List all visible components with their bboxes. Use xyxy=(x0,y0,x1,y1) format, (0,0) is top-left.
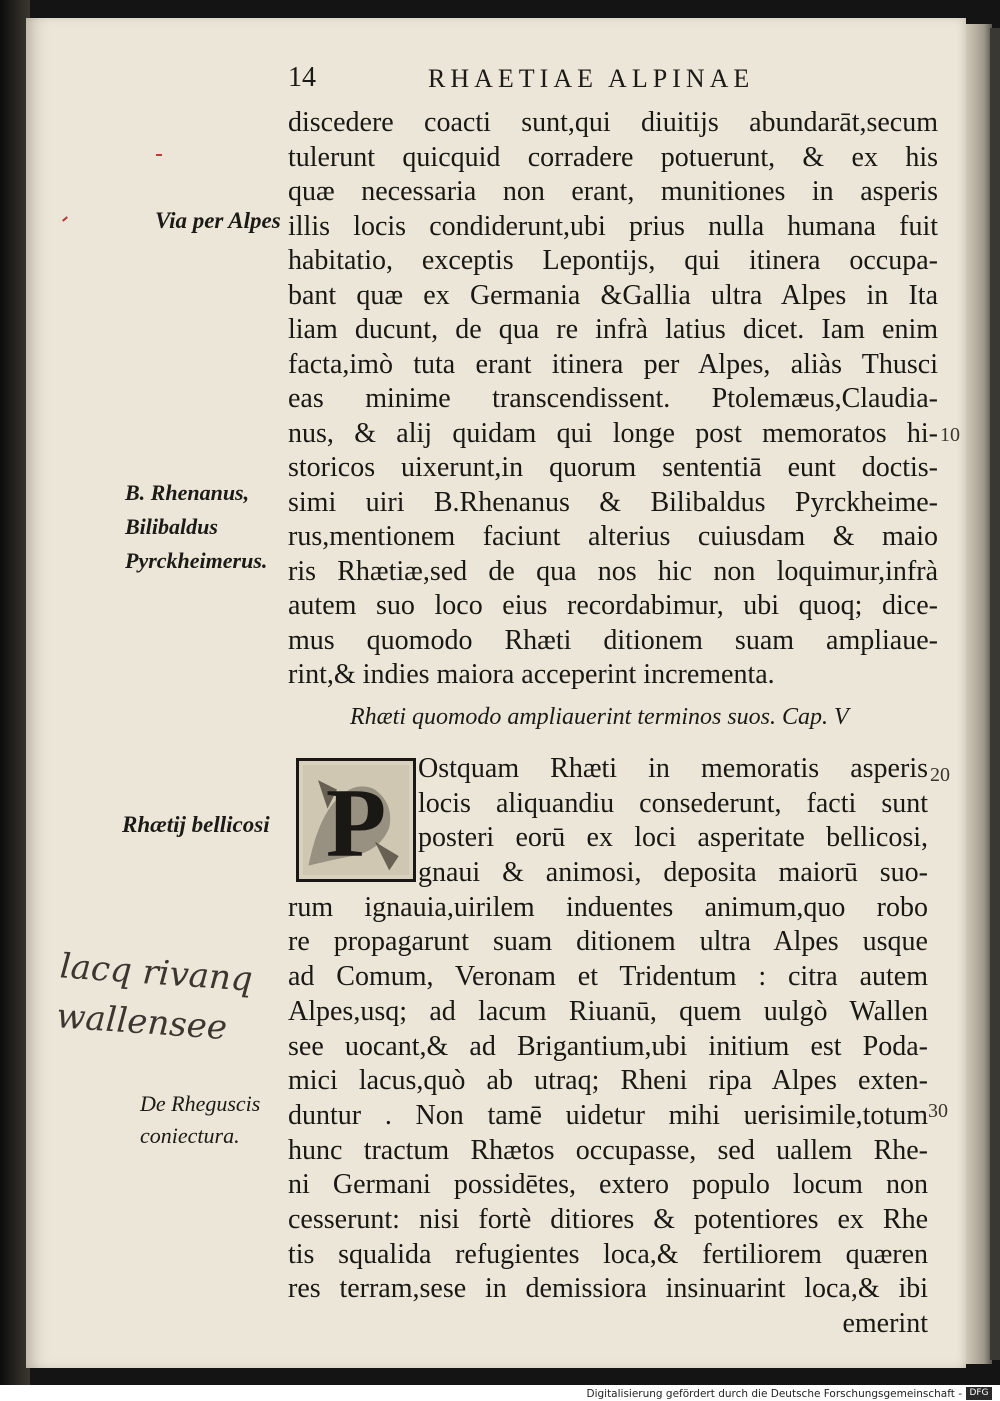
text-line: ris Rhætiæ,sed de qua nos hic non loquimur,infrà xyxy=(288,555,938,587)
text-line: eas minime transcendissent. Ptolemæus,Claudia- xyxy=(288,383,938,414)
ink-mark xyxy=(156,154,162,156)
text-line: facta,imò tuta erant itinera per Alpes, aliàs Thusci xyxy=(288,348,938,380)
text-line: illis locis condiderunt,ubi prius nulla humana fuit xyxy=(288,210,938,242)
text-line: ni Germani possidētes, extero populo locum non xyxy=(288,1169,928,1201)
marginal-note-rhenanus xyxy=(125,476,267,578)
text-line: habitatio, exceptis Lepontijs, qui itinera occupa- xyxy=(288,245,938,276)
page-edges-dark xyxy=(990,28,1000,1360)
text-line: locis aliquandiu consederunt, facti sunt xyxy=(418,787,928,819)
marginal-note-via: Via per Alpes xyxy=(155,208,281,233)
marginal-line: coniectura. xyxy=(140,1123,240,1148)
running-title: RHAETIAE ALPINAE xyxy=(428,64,755,93)
text-line: quæ necessaria non erant, munitiones in asperis xyxy=(288,176,938,207)
text-line: nus, & alij quidam qui longe post memoratos hi- xyxy=(288,417,938,449)
catchword: emerint xyxy=(842,1308,928,1339)
text-line: autem suo loco eius recordabimur, ubi quoq; dice- xyxy=(288,590,938,621)
page-number: 14 xyxy=(288,62,316,93)
marginal-line: B. Rhenanus, xyxy=(125,480,250,505)
page-edges xyxy=(966,24,992,1364)
body-text-top xyxy=(288,106,938,693)
handwritten-line: lacq rivanq xyxy=(58,946,254,1000)
marginal-note-bellicosi: Rhætij bellicosi xyxy=(122,812,270,837)
text-line: tulerunt quicquid corradere potuerunt, & ex his xyxy=(288,141,938,173)
body-text-bottom xyxy=(288,752,928,1342)
marginal-note-rheguscis xyxy=(140,1088,260,1152)
dfg-logo: DFG xyxy=(966,1387,992,1400)
text-line: Ostquam Rhæti in memoratis asperis xyxy=(418,753,928,784)
text-line: duntur . Non tamē uidetur mihi uerisimile,totum xyxy=(288,1099,928,1131)
text-line: storicos uixerunt,in quorum sententiā eunt doctis- xyxy=(288,452,938,483)
text-line: rint,& indies maiora acceperint incrementa. xyxy=(288,659,775,690)
chapter-heading: Rhæti quomodo ampliauerint terminos suos. Cap. V xyxy=(350,704,849,730)
funding-credit: Digitalisierung gefördert durch die Deutsche Forschungsgemeinschaft - xyxy=(586,1388,962,1400)
text-line: liam ducunt, de qua re infrà latius dicet. Iam enim xyxy=(288,314,938,345)
handwritten-line: wallensee xyxy=(55,996,229,1049)
running-header xyxy=(288,62,890,94)
text-line: discedere coacti sunt,qui diuitijs abundarāt,secum xyxy=(288,107,938,138)
text-line: cesserunt: nisi fortè ditiores & potentiores ex Rhe xyxy=(288,1203,928,1235)
ink-mark xyxy=(62,216,68,221)
text-line: hunc tractum Rhætos occupasse, sed uallem Rhe- xyxy=(288,1134,928,1166)
marginal-line: Pyrckheimerus. xyxy=(125,548,268,573)
text-line: res terram,sese in demissiora insinuarint loca,& ibi xyxy=(288,1273,928,1305)
text-line: ad Comum, Veronam et Tridentum : citra autem xyxy=(288,961,928,993)
line-number-10: 10 xyxy=(940,424,960,446)
handwritten-annotation xyxy=(55,941,255,1054)
text-line: posteri eorū ex loci asperitate bellicosi, xyxy=(418,822,928,854)
text-line: tis squalida refugientes loca,& fertiliorem quæren xyxy=(288,1238,928,1270)
text-line: Alpes,usq; ad lacum Riuanū, quem uulgò Wallen xyxy=(288,995,928,1027)
text-line: gnaui & animosi, deposita maiorū suo- xyxy=(418,857,928,889)
footer-bar xyxy=(0,1385,1000,1401)
marginal-line: Bilibaldus xyxy=(125,514,218,539)
text-line: mus quomodo Rhæti ditionem suam ampliaue- xyxy=(288,624,938,656)
line-number-20: 20 xyxy=(930,764,950,786)
marginal-line: De Rheguscis xyxy=(140,1091,261,1116)
line-number-30: 30 xyxy=(928,1100,948,1122)
text-line: simi uiri B.Rhenanus & Bilibaldus Pyrckheime- xyxy=(288,486,938,518)
text-line: rum ignauia,uirilem induentes animum,quo robo xyxy=(288,891,928,923)
text-line: rus,mentionem faciunt alterius cuiusdam & maio xyxy=(288,521,938,552)
text-line: see uocant,& ad Brigantium,ubi initium est Poda- xyxy=(288,1030,928,1062)
text-line: bant quæ ex Germania &Gallia ultra Alpes in Ita xyxy=(288,279,938,311)
initial-letter: P xyxy=(325,769,387,879)
text-line: mici lacus,quò ab utraq; Rheni ripa Alpes exten- xyxy=(288,1065,928,1097)
text-line: re propagarunt suam ditionem ultra Alpes usque xyxy=(288,926,928,958)
